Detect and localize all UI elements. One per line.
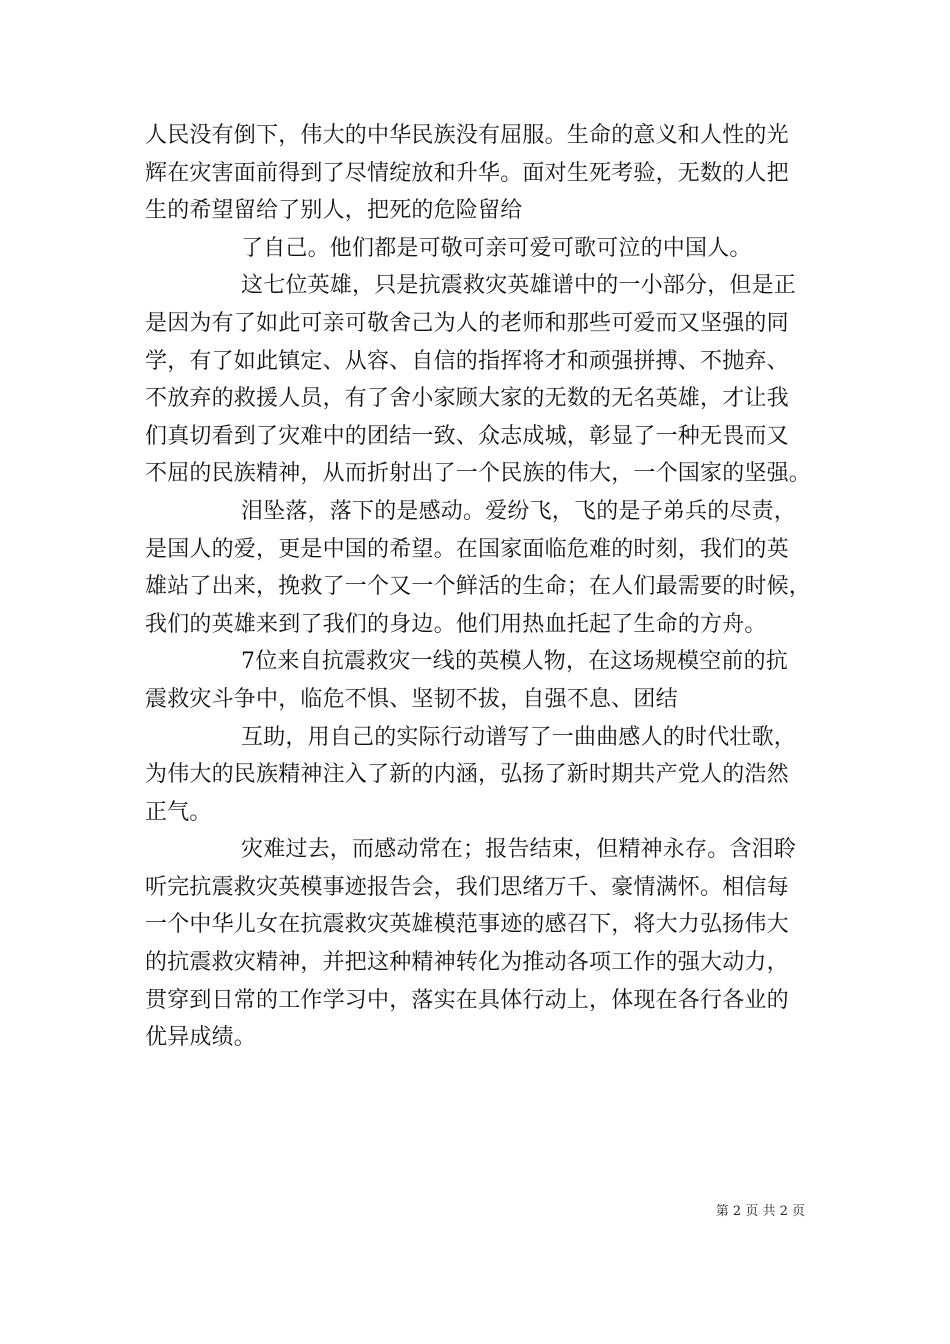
text-line: 的抗震救灾精神，并把这种精神转化为推动各项工作的强大动力， — [145, 950, 789, 976]
text-line: 一个中华儿女在抗震救灾英雄模范事迹的感召下，将大力弘扬伟大 — [145, 912, 789, 938]
text-line: 人民没有倒下，伟大的中华民族没有屈服。生命的意义和人性的光 — [145, 123, 789, 148]
text-line: 我们的英雄来到了我们的身边。他们用热血托起了生命的方舟。 — [145, 611, 767, 637]
text-line: 为伟大的民族精神注入了新的内涵，弘扬了新时期共产党人的浩然 — [145, 762, 789, 788]
text-line: 是国人的爱，更是中国的希望。在国家面临危难的时刻，我们的英 — [145, 536, 789, 562]
text-line: 雄站了出来，挽救了一个又一个鲜活的生命；在人们最需要的时候， — [145, 574, 812, 600]
text-line: 不放弃的救援人员，有了舍小家顾大家的无数的无名英雄，才让我 — [145, 386, 789, 412]
text-line: 学，有了如此镇定、从容、自信的指挥将才和顽强拼搏、不抛弃、 — [145, 348, 789, 374]
text-line: 优异成绩。 — [145, 1025, 257, 1051]
text-line: 听完抗震救灾英模事迹报告会，我们思绪万千、豪情满怀。相信每 — [145, 874, 789, 900]
text-line: 正气。 — [145, 799, 212, 825]
text-line: 辉在灾害面前得到了尽情绽放和升华。面对生死考验，无数的人把 — [145, 160, 789, 186]
text-line: 了自己。他们都是可敬可亲可爱可歌可泣的中国人。 — [241, 235, 752, 261]
text-line: 生的希望留给了别人，把死的危险留给 — [145, 198, 523, 224]
text-line: 震救灾斗争中，临危不惧、坚韧不拔，自强不息、团结 — [145, 686, 678, 712]
text-line: 这七位英雄，只是抗震救灾英雄谱中的一小部分，但是正 — [241, 273, 797, 299]
text-line: 互助，用自己的实际行动谱写了一曲曲感人的时代壮歌， — [241, 724, 797, 750]
text-line: 们真切看到了灾难中的团结一致、众志成城，彰显了一种无畏而又 — [145, 423, 789, 449]
text-line: 贯穿到日常的工作学习中，落实在具体行动上，体现在各行各业的 — [145, 987, 789, 1013]
document-body — [145, 117, 815, 1057]
text-line: 不屈的民族精神，从而折射出了一个民族的伟大，一个国家的坚强。 — [145, 461, 812, 487]
text-line: 泪坠落，落下的是感动。爱纷飞，飞的是子弟兵的尽责， — [241, 498, 797, 524]
page-number-footer: 第 2 页 共 2 页 — [715, 1204, 805, 1219]
text-line: 灾难过去，而感动常在；报告结束，但精神永存。含泪聆 — [241, 837, 797, 863]
text-line: 7位来自抗震救灾一线的英模人物，在这场规模空前的抗 — [241, 649, 788, 675]
text-line: 是因为有了如此可亲可敬舍己为人的老师和那些可爱而又坚强的同 — [145, 310, 789, 336]
